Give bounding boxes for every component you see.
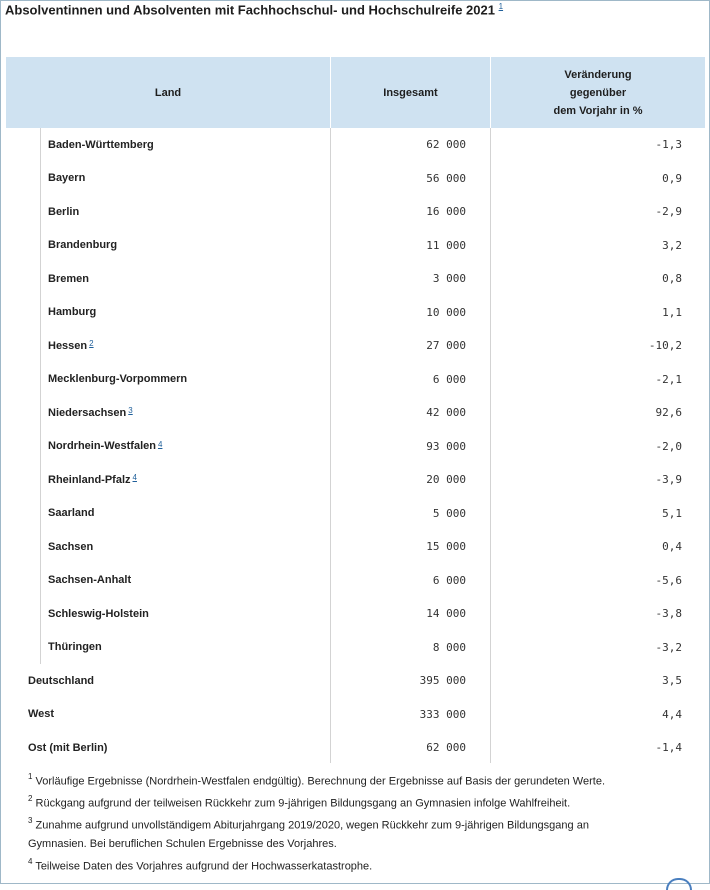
summary-insgesamt: 333 000 [419,707,466,721]
table-row [6,162,705,196]
table-row [6,497,705,531]
footnote-text: Rückgang aufgrund der teilweisen Rückkehr zum 9-jährigen Bildungsgang an Gymnasien infolge Wahlfreiheit. [35,797,571,810]
row-insgesamt: 3 000 [432,272,466,286]
footnote-link[interactable]: 2 [89,339,94,349]
row-insgesamt: 15 000 [426,540,466,554]
summary-land: Ost (mit Berlin) [28,741,108,754]
row-land [48,329,94,363]
row-land-label: Niedersachsen [48,406,127,419]
row-veraenderung: -1,3 [655,138,682,152]
row-land-label: Rheinland-Pfalz [48,473,131,486]
row-land [48,597,149,631]
table-row [6,262,705,296]
row-insgesamt: 56 000 [426,171,466,185]
row-veraenderung: 1,1 [662,305,682,319]
table-row [6,195,705,229]
column-header-insgesamt: Insgesamt [383,86,438,99]
row-land [48,564,131,598]
summary-row [6,664,705,698]
footnotes [28,769,628,876]
table-row [6,296,705,330]
row-land-label: Nordrhein-Westfalen [48,440,156,453]
summary-row [6,731,705,765]
table-row [6,430,705,464]
footnote-link[interactable]: 3 [128,406,133,416]
table-row [6,128,705,162]
footnote-text: Vorläufige Ergebnisse (Nordrhein-Westfalen endgültig). Berechnung der Ergebnisse auf Basis der gerundeten Werte. [35,775,605,788]
table-row [6,564,705,598]
page-title [5,2,503,17]
footnote-link[interactable]: 4 [132,473,137,483]
row-veraenderung: -3,8 [655,607,682,621]
row-land-label: Bremen [48,272,89,285]
row-veraenderung: 92,6 [655,406,682,420]
summary-veraenderung: 3,5 [662,674,682,688]
footnote-link[interactable]: 4 [157,439,163,449]
row-veraenderung: -2,0 [655,439,682,453]
row-insgesamt: 6 000 [432,573,466,587]
row-veraenderung: -5,6 [655,573,682,587]
summary-land: Deutschland [28,674,95,687]
table-header [6,57,705,128]
table-row [6,631,705,665]
row-land [48,530,93,564]
row-land-label: Hamburg [48,306,97,319]
column-header-veraenderung [491,57,705,128]
row-veraenderung: 0,9 [662,171,682,185]
row-insgesamt: 5 000 [432,506,466,520]
row-land [48,463,137,497]
table-row [6,396,705,430]
summary-insgesamt: 62 000 [426,741,466,755]
row-land-label: Schleswig-Holstein [48,607,149,620]
summary-veraenderung: -1,4 [655,741,682,755]
row-land-label: Baden-Württemberg [48,138,154,151]
table-body [6,128,705,765]
footnote-text: Teilweise Daten des Vorjahres aufgrund der Hochwasserkatastrophe. [35,860,373,873]
row-land-label: Berlin [48,205,80,218]
row-veraenderung: -2,9 [655,205,682,219]
row-insgesamt: 11 000 [426,238,466,252]
table-row [6,530,705,564]
row-insgesamt: 27 000 [426,339,466,353]
row-insgesamt: 16 000 [426,205,466,219]
column-header-land: Land [154,86,182,99]
table-row [6,329,705,363]
title-footnote-link[interactable]: 1 [498,2,504,11]
row-land [48,195,79,229]
row-insgesamt: 14 000 [426,607,466,621]
table-row [6,229,705,263]
row-veraenderung: -2,1 [655,372,682,386]
header-veraenderung-line3: dem Vorjahr in % [553,104,643,117]
footnote-number: 2 [28,794,33,804]
row-land [48,229,117,263]
footnote [28,854,628,876]
footnote [28,769,628,791]
table-row [6,363,705,397]
row-land [48,497,94,531]
row-land [48,363,187,397]
row-veraenderung: -3,2 [655,640,682,654]
row-land-label: Bayern [48,172,86,185]
row-land-label: Sachsen [48,540,94,553]
row-land-label: Brandenburg [48,239,118,252]
footnote-number: 1 [28,772,33,781]
table-row [6,463,705,497]
row-land-label: Mecklenburg-Vorpommern [48,373,188,386]
row-insgesamt: 6 000 [432,372,466,386]
row-insgesamt: 62 000 [426,138,466,152]
footnote-number: 4 [28,856,33,866]
row-land [48,262,89,296]
row-insgesamt: 20 000 [426,473,466,487]
row-veraenderung: 5,1 [662,506,682,520]
title-text: Absolventinnen und Absolventen mit Fachhochschul- und Hochschulreife 2021 [5,2,495,18]
row-land-label: Thüringen [48,641,102,654]
row-veraenderung: -10,2 [648,339,682,353]
row-insgesamt: 8 000 [432,640,466,654]
summary-insgesamt: 395 000 [419,674,466,688]
header-veraenderung-line2: gegenüber [569,86,627,99]
footnote [28,813,628,854]
summary-land: West [28,708,55,721]
row-land [48,396,133,430]
row-insgesamt: 42 000 [426,406,466,420]
row-land [48,430,162,464]
table-row [6,597,705,631]
row-veraenderung: 3,2 [662,238,682,252]
row-land-label: Hessen [48,339,88,352]
summary-row [6,698,705,732]
row-veraenderung: -3,9 [655,473,682,487]
row-veraenderung: 0,4 [662,540,682,554]
row-insgesamt: 10 000 [426,305,466,319]
header-veraenderung-line1: Veränderung [564,68,632,81]
summary-veraenderung: 4,4 [662,707,682,721]
row-land-label: Saarland [48,507,95,520]
row-land [48,128,154,162]
row-land [48,296,96,330]
footnote [28,791,628,813]
row-land [48,631,102,665]
row-land [48,162,85,196]
row-land-label: Sachsen-Anhalt [48,574,132,587]
footnote-text: Zunahme aufgrund unvollständigem Abiturjahrgang 2019/2020, wegen Rückkehr zum 9-jährigen Bildungsgang an Gymnasien. Bei beruflichen Schulen Ergebnisse des Vorjahres. [28,819,589,851]
footnote-number: 3 [28,816,33,826]
row-veraenderung: 0,8 [662,272,682,286]
row-insgesamt: 93 000 [426,439,466,453]
